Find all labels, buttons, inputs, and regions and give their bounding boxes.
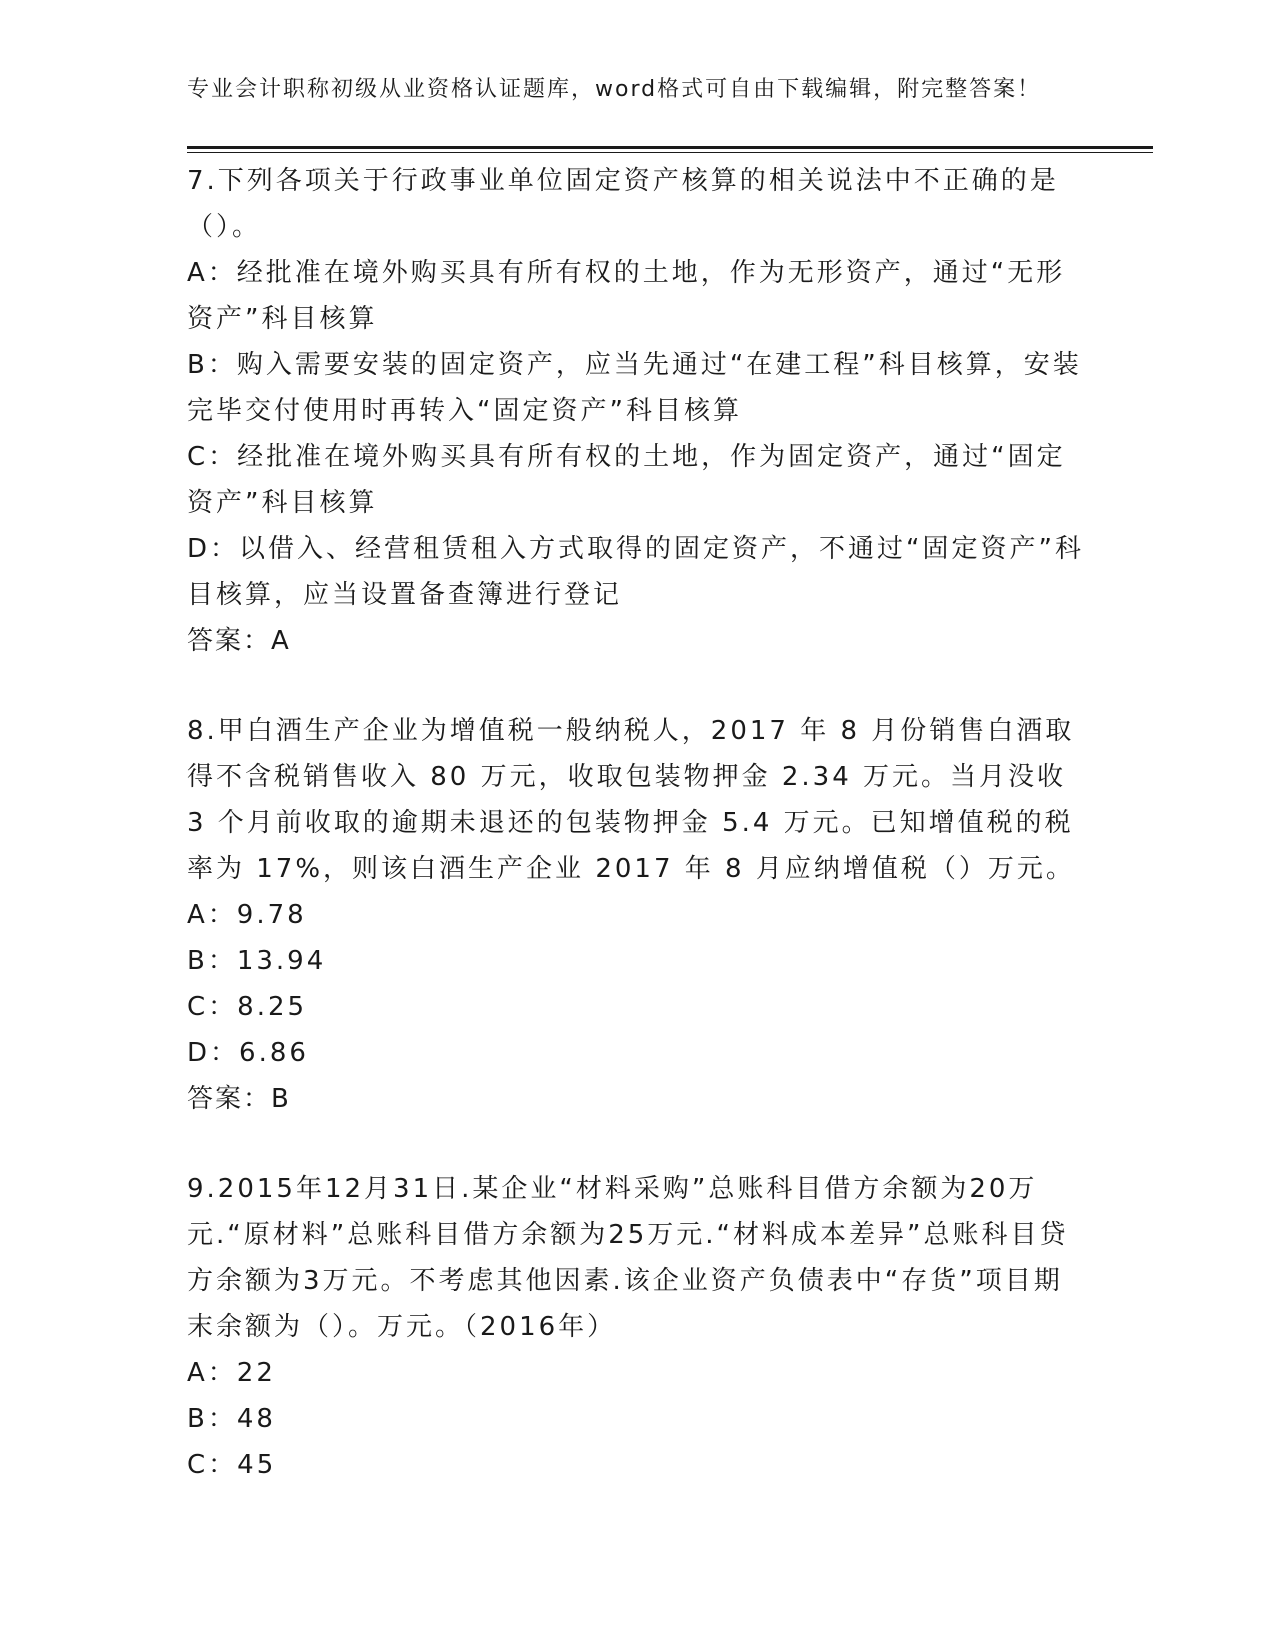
option-d: D：以借入、经营租赁租入方式取得的固定资产，不通过“固定资产”科目核算，应当设置备查簿进行登记	[187, 534, 1084, 610]
question-7	[187, 158, 1087, 664]
answer-line: 答案：A	[187, 626, 291, 656]
question-text: 9.2015年12月31日.某企业“材料采购”总账科目借方余额为20万元.“原材料”总账科目借方余额为25万元.“材料成本差异”总账科目贷方余额为3万元。不考虑其他因素.该企业资产负债表中“存货”项目期末余额为（）。万元。（2016年）	[187, 1174, 1069, 1342]
option-b: B：购入需要安装的固定资产，应当先通过“在建工程”科目核算，安装完毕交付使用时再转入“固定资产”科目核算	[187, 350, 1082, 426]
option-a: A：22	[187, 1358, 276, 1388]
header-rule-thick	[187, 146, 1153, 149]
option-c: C：经批准在境外购买具有所有权的土地，作为固定资产，通过“固定资产”科目核算	[187, 442, 1066, 518]
question-text: 8.甲白酒生产企业为增值税一般纳税人，2017 年 8 月份销售白酒取得不含税销售收入 80 万元，收取包装物押金 2.34 万元。当月没收 3 个月前收取的逾期未退还的包装物押金 5.4 万元。已知增值税的税率为 17%，则该白酒生产企业 2017 年 8 月应纳增值税（）万元。	[187, 716, 1075, 884]
option-a: A：经批准在境外购买具有所有权的土地，作为无形资产，通过“无形资产”科目核算	[187, 258, 1066, 334]
question-text: 7.下列各项关于行政事业单位固定资产核算的相关说法中不正确的是（）。	[187, 166, 1059, 242]
question-9	[187, 1166, 1087, 1488]
option-c: C：45	[187, 1450, 277, 1480]
option-b: B：48	[187, 1404, 276, 1434]
page-header: 专业会计职称初级从业资格认证题库，word格式可自由下载编辑，附完整答案！	[187, 77, 1042, 102]
option-b: B：13.94	[187, 946, 327, 976]
option-d: D：6.86	[187, 1038, 309, 1068]
question-list	[187, 158, 1087, 1532]
question-8	[187, 708, 1087, 1122]
answer-line: 答案：B	[187, 1084, 291, 1114]
option-a: A：9.78	[187, 900, 307, 930]
option-c: C：8.25	[187, 992, 308, 1022]
header-rule-thin	[187, 152, 1153, 153]
